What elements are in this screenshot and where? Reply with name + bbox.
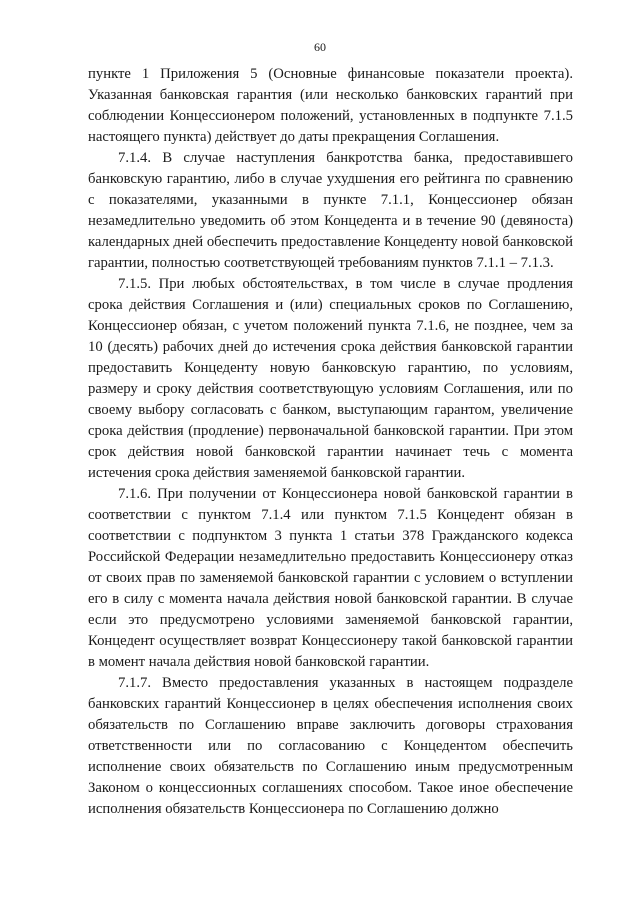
page-number: 60	[314, 40, 326, 54]
paragraph-continuation: пункте 1 Приложения 5 (Основные финансовые показатели проекта). Указанная банковская гарантия (или несколько банковских гарантий при соблюдении Концессионером положений, установленных в подпункте 7.1.5 настоящего пункта) действует до даты прекращения Соглашения.	[88, 66, 573, 145]
paragraph-7-1-6: 7.1.6. При получении от Концессионера новой банковской гарантии в соответствии с пунктом 7.1.4 или пунктом 7.1.5 Концедент обязан в соответствии с подпунктом 3 пункта 1 статьи 378 Гражданского кодекса Российской Федерации незамедлительно предоставить Концессионеру отказ от своих прав по заменяемой банковской гарантии с условием о вступлении его в силу с момента начала действия новой банковской гарантии. В случае если это предусмотрено условиями заменяемой банковской гарантии, Концедент осуществляет возврат Концессионеру такой банковской гарантии в момент начала действия новой банковской гарантии.	[88, 486, 573, 670]
paragraph-7-1-5: 7.1.5. При любых обстоятельствах, в том числе в случае продления срока действия Соглашения и (или) специальных сроков по Соглашению, Концессионер обязан, с учетом положений пункта 7.1.6, не позднее, чем за 10 (десять) рабочих дней до истечения срока действия банковской гарантии предоставить Концеденту новую банковскую гарантию, по условиям, размеру и сроку действия соответствующую условиям Соглашения, или по своему выбору согласовать с банком, выступающим гарантом, увеличение срока действия (продление) первоначальной банковской гарантии. При этом срок действия новой банковской гарантии начинает течь с момента истечения срока действия заменяемой банковской гарантии.	[88, 276, 573, 481]
document-body	[88, 64, 573, 820]
paragraph-7-1-4: 7.1.4. В случае наступления банкротства банка, предоставившего банковскую гарантию, либо в случае ухудшения его рейтинга по сравнению с показателями, указанными в пункте 7.1.1, Концессионер обязан незамедлительно уведомить об этом Концедента и в течение 90 (девяноста) календарных дней обеспечить предоставление Концеденту новой банковской гарантии, полностью соответствующей требованиям пунктов 7.1.1 – 7.1.3.	[88, 150, 573, 271]
paragraph-7-1-7: 7.1.7. Вместо предоставления указанных в настоящем подразделе банковских гарантий Концессионер в целях обеспечения исполнения своих обязательств по Соглашению вправе заключить договоры страхования ответственности или по согласованию с Концедентом обеспечить исполнение своих обязательств по Соглашению иным предусмотренным Законом о концессионных соглашениях способом. Такое иное обеспечение исполнения обязательств Концессионера по Соглашению должно	[88, 675, 573, 817]
